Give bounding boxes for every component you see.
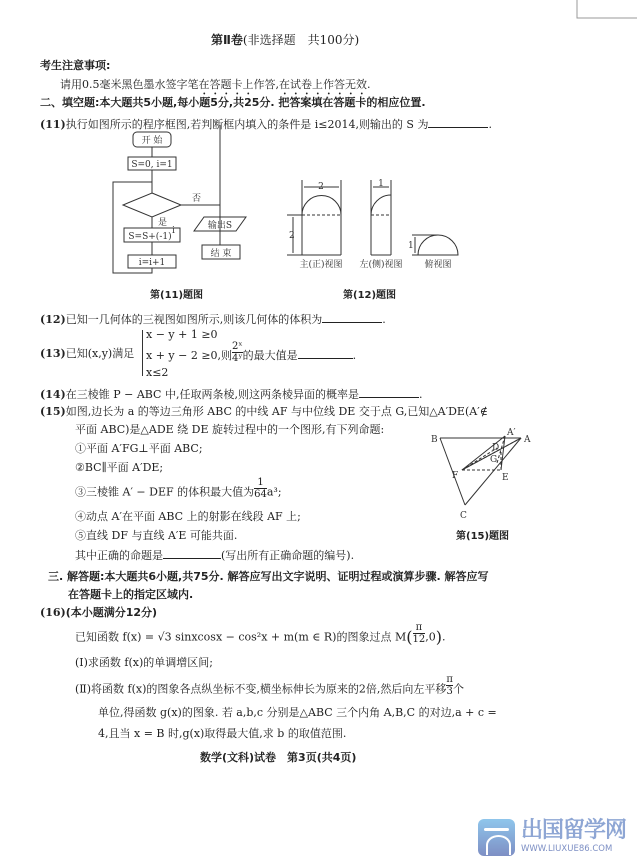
flow-no-label: 否 — [192, 194, 202, 204]
question-number: (15) — [40, 405, 66, 418]
proposition-2: ②BC∥平面 A′DE; — [75, 461, 164, 474]
fraction — [446, 674, 453, 697]
point-label: E — [502, 473, 509, 483]
question-text: 已知(x,y)满足 — [65, 347, 135, 360]
constraint-2: x + y − 2 ≥0, — [146, 349, 222, 362]
punct: . — [488, 118, 492, 131]
constraint-brace — [142, 330, 143, 376]
notice-text — [60, 78, 371, 98]
question-number: (11) — [40, 118, 66, 131]
numerator: 1 — [254, 477, 267, 489]
q16-part2-line2: 单位,得函数 g(x)的图象. 若 a,b,c 分别是△ABC 三个内角 A,B,C 的对边,a + c = — [98, 706, 497, 719]
notice-part: 请用0.5毫米黑色墨水签字笔 — [60, 78, 199, 91]
notice-emph: 在答题卡上 — [198, 78, 254, 91]
q15 — [40, 405, 488, 419]
watermark — [478, 818, 637, 860]
point-label: B — [431, 435, 438, 445]
page-title — [211, 33, 359, 47]
flow-yes-label: 是 — [158, 218, 168, 228]
question-number: (12) — [40, 313, 66, 326]
fraction — [254, 477, 267, 500]
flowchart-figure — [100, 125, 270, 285]
question-text: ,0 — [425, 630, 436, 644]
question-text: 个 — [452, 682, 464, 696]
question-text: 执行如图所示的程序框图,若判断框内填入的条件是 i≤2014,则输出的 S 为 — [65, 118, 429, 131]
title-sub: (非选择题 共100分) — [242, 33, 360, 47]
q16-part2-line3: 4,且当 x = B 时,g(x)取得最大值,求 b 的取值范围. — [98, 727, 347, 740]
question-text: 则 — [221, 349, 233, 362]
section3-heading: 三. 解答题:本大题共6小题,共75分. 解答应写出文字说明、证明过程或演算步骤. 解答应写 — [48, 570, 489, 583]
q13 — [40, 347, 134, 361]
q16-part1: (Ⅰ)求函数 f(x)的单调增区间; — [75, 656, 213, 669]
numerator: π — [413, 622, 426, 634]
proposition-text: ③三棱锥 A′ − DEF 的体积最大值为 — [75, 485, 255, 499]
dim-label: 2 — [318, 182, 324, 192]
point-label: C — [460, 511, 467, 521]
title-main: 第Ⅱ卷 — [211, 33, 243, 47]
punct: . — [352, 349, 357, 362]
question-score: (本小题满分12分) — [65, 606, 158, 619]
section3-heading-cont: 在答题卡上的指定区域内. — [68, 588, 194, 601]
notice-part: 作答, — [253, 78, 279, 91]
denominator: 12 — [412, 634, 426, 645]
punct: . — [382, 313, 386, 326]
dim-label: 2 — [289, 231, 295, 241]
q12-caption: 第(12)题图 — [343, 290, 397, 301]
notice-part: . — [367, 78, 371, 91]
point-label: D — [492, 443, 500, 453]
flow-output: 输出S — [207, 221, 233, 231]
q11-caption: 第(11)题图 — [150, 290, 204, 301]
constraint-1: x − y + 1 ≥0 — [146, 328, 218, 341]
numerator: π — [446, 674, 453, 685]
question-text: (Ⅱ)将函数 f(x)的图象各点纵坐标不变,横坐标伸长为原来的2倍,然后向左平移 — [75, 682, 447, 696]
q16-stem: 已知函数 f(x) = √3 sinxcosx − cos²x + m(m ∈ R)的图象过点 M( $\frac{\pi}{12}$ ,0). — [75, 622, 446, 647]
three-views-figure — [285, 175, 485, 275]
answer-blank — [298, 347, 353, 359]
flow-end: 结 束 — [210, 249, 232, 259]
answer-blank — [163, 547, 221, 559]
question-text: 其中正确的命题是 — [75, 549, 163, 562]
q16-header — [40, 606, 157, 620]
q15-ask — [75, 547, 354, 563]
notice-emph: 在试卷上作答无效 — [279, 78, 367, 91]
q12 — [40, 311, 386, 327]
page-footer: 数学(文科)试卷 第3页(共4页) — [200, 751, 357, 764]
question-number: (13) — [40, 347, 66, 360]
answer-blank — [359, 386, 419, 398]
point-label: A — [524, 435, 531, 445]
q16-part2 — [75, 674, 464, 697]
front-view-label: 主(正)视图 — [299, 260, 343, 270]
constraint-3: x≤2 — [146, 366, 169, 379]
question-text: 已知一几何体的三视图如图所示,则该几何体的体积为 — [65, 313, 323, 326]
watermark-url: WWW.LIUXUE86.COM — [521, 844, 613, 854]
denominator: 3 — [446, 686, 453, 697]
q15-caption: 第(15)题图 — [456, 531, 510, 542]
question-number: (14) — [40, 388, 66, 401]
flow-update: S=S+(-1) — [128, 232, 172, 242]
answer-blank — [428, 116, 488, 128]
question-text: (写出所有正确命题的编号). — [221, 549, 355, 562]
watermark-name: 出国留学网 — [521, 818, 627, 843]
proposition-3 — [75, 477, 282, 500]
punct: . — [418, 388, 423, 401]
flow-init: S=0, i=1 — [131, 160, 173, 170]
top-view-label: 俯视图 — [424, 260, 452, 270]
proposition-4: ④动点 A′在平面 ABC 上的射影在线段 AF 上; — [75, 510, 301, 523]
point-label: A′ — [507, 428, 516, 438]
side-view-label: 左(侧)视图 — [359, 260, 403, 270]
dim-label: 1 — [408, 241, 414, 251]
q15-line2: 平面 ABC)是△ADE 绕 DE 旋转过程中的一个图形,有下列命题: — [75, 423, 385, 436]
flow-exponent: i — [172, 226, 175, 236]
proposition-1: ①平面 A′FG⊥平面 ABC; — [75, 442, 203, 455]
question-text: 在三棱锥 P − ABC 中,任取两条棱,则这两条棱异面的概率是 — [65, 388, 359, 401]
section2-heading: 二、填空题:本大题共5小题,每小题5分,共25分. 把答案填在答题卡的相应位置. — [40, 96, 426, 109]
question-text: 已知函数 f(x) = √3 sinxcosx − cos²x + m(m ∈ R)的图象过点 M — [75, 630, 407, 644]
flow-start: 开 始 — [141, 136, 163, 146]
proposition-5: ⑤直线 DF 与直线 A′E 可能共面. — [75, 529, 238, 542]
question-text: 如图,边长为 a 的等边三角形 ABC 的中线 AF 与中位线 DE 交于点 G,已知△A′DE(A′∉ — [65, 405, 488, 418]
watermark-logo-icon — [478, 819, 515, 856]
numerator: 2ˣ — [232, 340, 243, 352]
q14 — [40, 386, 422, 402]
fraction — [232, 341, 243, 364]
tetrahedron-figure — [430, 430, 550, 525]
question-number: (16) — [40, 606, 66, 619]
page-corner-mark — [0, 0, 637, 30]
notice-heading: 考生注意事项: — [40, 59, 111, 72]
answer-blank — [322, 311, 382, 323]
dim-label: 1 — [378, 179, 384, 189]
question-text: 的最大值是 — [242, 349, 298, 362]
point-label: G — [490, 455, 498, 465]
flow-increment: i=i+1 — [138, 258, 166, 268]
fraction — [413, 622, 426, 645]
proposition-text: a³; — [266, 485, 282, 499]
point-label: F — [452, 471, 459, 481]
q13-line2 — [146, 340, 357, 364]
denominator: 64 — [254, 489, 267, 500]
denominator: 4ʸ — [232, 352, 243, 364]
